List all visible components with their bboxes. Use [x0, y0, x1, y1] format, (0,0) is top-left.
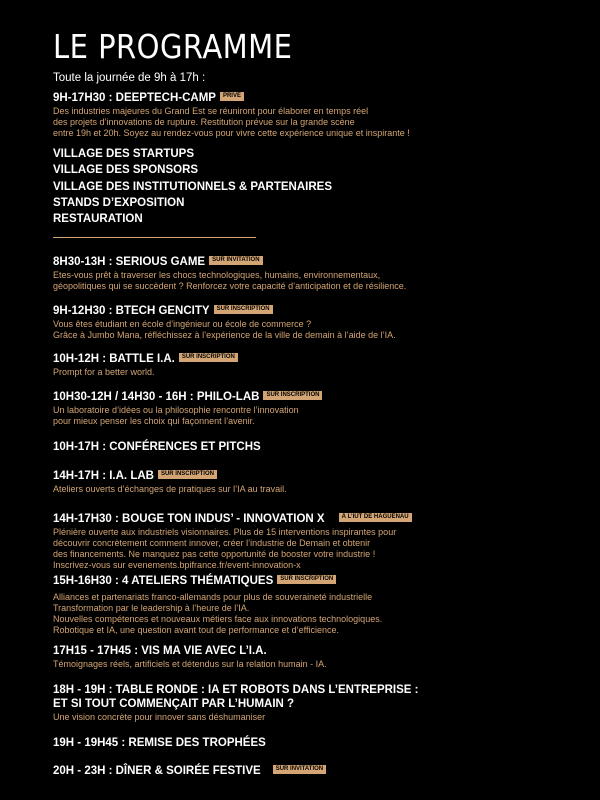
village-item: VILLAGE DES SPONSORS	[53, 164, 199, 177]
event-description	[53, 484, 573, 495]
event-conferences	[53, 440, 573, 454]
village-item: VILLAGE DES STARTUPS	[53, 148, 194, 160]
event-serious-game	[53, 255, 573, 292]
event-description	[53, 712, 573, 723]
event-description	[53, 270, 573, 292]
description-line: Alliances et partenariats franco-allemands pour plus de souveraineté industrielle	[53, 592, 373, 602]
event-badge: SUR INVITATION	[273, 765, 326, 774]
event-title: 20H - 23H : DÎNER & SOIRÉE FESTIVE	[53, 765, 261, 777]
event-bouge-ton-indus	[53, 512, 573, 571]
event-title-line-2: ET SI TOUT COMMENÇAIT PAR L’HUMAIN ?	[53, 698, 295, 710]
event-ia-lab	[53, 469, 573, 495]
event-title: 18H - 19H : TABLE RONDE : IA ET ROBOTS DANS L’ENTREPRISE :	[53, 684, 419, 696]
villages-list	[53, 146, 332, 227]
deeptech-badge: PRIVÉ	[220, 92, 244, 101]
description-line: Un laboratoire d’idées ou la philosophie rencontre l’innovation	[53, 405, 299, 415]
event-heading	[53, 683, 573, 697]
event-heading	[53, 644, 573, 658]
event-title: 19H - 19H45 : REMISE DES TROPHÉES	[53, 737, 266, 749]
description-line: Des industries majeures du Grand Est se réuniront pour élaborer en temps réel	[53, 106, 369, 116]
description-line: géopolitiques qui se succèdent ? Renforcez votre capacité d’anticipation et de résilience.	[53, 281, 407, 291]
event-badge: À L’IUT DE HAGUENAU	[339, 513, 412, 522]
description-line: Vous êtes étudiant en école d’ingénieur ou école de commerce ?	[53, 319, 312, 329]
deeptech-heading	[53, 91, 573, 105]
village-item: STANDS D’EXPOSITION	[53, 196, 185, 209]
event-description	[53, 405, 573, 427]
event-title: 14H-17H30 : BOUGE TON INDUS’ - INNOVATION X	[53, 513, 325, 525]
description-line: découvrir concrètement comment innover, créer l’industrie de Demain et obtenir	[53, 538, 371, 548]
page-title: LE PROGRAMME	[53, 27, 293, 66]
description-line: des financements. Ne manquez pas cette opportunité de booster votre industrie !	[53, 549, 376, 559]
event-heading	[53, 574, 573, 588]
event-heading	[53, 390, 573, 404]
description-line: Prompt for a better world.	[53, 367, 155, 377]
event-description	[53, 319, 573, 341]
event-badge: SUR INSCRIPTION	[214, 305, 273, 314]
deeptech-block	[53, 91, 573, 139]
description-line: pour mieux penser les choix qui façonnent l’avenir.	[53, 416, 255, 426]
divider	[53, 237, 256, 238]
event-diner	[53, 764, 573, 778]
deeptech-description	[53, 106, 573, 139]
event-title: 10H30-12H / 14H30 - 16H : PHILO-LAB	[53, 391, 260, 403]
description-line: des projets d’innovations de rupture. Restitution prévue sur la grande scène	[53, 117, 355, 127]
event-heading	[53, 469, 573, 483]
description-line: Transformation par le leadership à l’heure de l’IA.	[53, 603, 250, 613]
event-table-ronde	[53, 683, 573, 723]
event-heading	[53, 512, 573, 526]
event-badge: SUR INVITATION	[209, 256, 262, 265]
event-title: 10H-12H : BATTLE I.A.	[53, 353, 175, 365]
description-line: Une vision concrète pour innover sans déshumaniser	[53, 712, 266, 722]
event-battle-ia	[53, 352, 573, 378]
event-title: 15H-16H30 : 4 ATELIERS THÉMATIQUES	[53, 575, 274, 587]
event-heading	[53, 736, 573, 750]
event-description	[53, 659, 573, 670]
event-title: 17H15 - 17H45 : VIS MA VIE AVEC L’I.A.	[53, 645, 267, 657]
event-badge: SUR INSCRIPTION	[158, 470, 217, 479]
description-line: Robotique et IA, une question avant tout de performance et d’efficience.	[53, 625, 340, 635]
description-line: Témoignages réels, artificiels et détendus sur la relation humain - IA.	[53, 659, 327, 669]
event-badge: SUR INSCRIPTION	[179, 353, 238, 362]
event-btech-gencity	[53, 304, 573, 341]
description-line: Ateliers ouverts d’échanges de pratiques sur l’IA au travail.	[53, 484, 287, 494]
event-description	[53, 527, 573, 571]
event-heading	[53, 764, 573, 778]
event-trophees	[53, 736, 573, 750]
event-heading	[53, 255, 573, 269]
event-vis-ma-vie	[53, 644, 573, 670]
event-description	[53, 592, 573, 636]
event-description	[53, 367, 573, 378]
event-heading-line-2	[53, 697, 573, 711]
event-title: 14H-17H : I.A. LAB	[53, 470, 154, 482]
description-line: entre 19h et 20h. Soyez au rendez-vous pour vivre cette expérience unique et inspirante !	[53, 128, 410, 138]
event-badge: SUR INSCRIPTION	[277, 575, 336, 584]
description-line: Inscrivez-vous sur evenements.bpifrance.fr/event-innovation-x	[53, 560, 301, 570]
description-line: Plénière ouverte aux industriels visionnaires. Plus de 15 interventions inspirantes pour	[53, 527, 397, 537]
description-line: Etes-vous prêt à traverser les chocs technologiques, humains, environnementaux,	[53, 270, 381, 280]
event-heading	[53, 352, 573, 366]
event-title: 8H30-13H : SERIOUS GAME	[53, 256, 206, 268]
event-title: 10H-17H : CONFÉRENCES ET PITCHS	[53, 441, 261, 453]
description-line: Nouvelles compétences et nouveaux métiers face aux innovations technologiques.	[53, 614, 383, 624]
event-heading	[53, 440, 573, 454]
description-line: Grâce à Jumbo Mana, réfléchissez à l’expérience de la ville de demain à l’aide de l’IA.	[53, 330, 396, 340]
event-title: 9H-12H30 : BTECH GENCITY	[53, 305, 210, 317]
event-heading	[53, 304, 573, 318]
deeptech-title: 9H-17H30 : DEEPTECH-CAMP	[53, 92, 216, 104]
event-badge: SUR INSCRIPTION	[263, 391, 322, 400]
intro-text: Toute la journée de 9h à 17h :	[53, 72, 206, 84]
event-ateliers	[53, 574, 573, 636]
event-philo-lab	[53, 390, 573, 427]
village-item: VILLAGE DES INSTITUTIONNELS & PARTENAIRES	[53, 180, 332, 193]
village-item: RESTAURATION	[53, 213, 143, 226]
